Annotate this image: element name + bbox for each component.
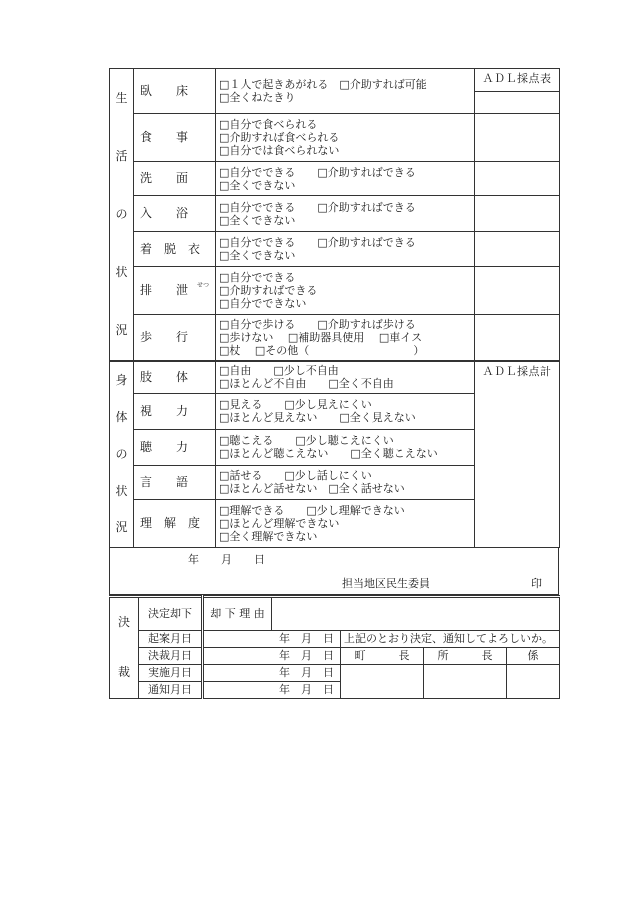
options-lying[interactable]: □１人で起きあがれる □介助すれば可能 □全くねたきり (216, 69, 475, 114)
approver-mayor-stamp[interactable] (341, 664, 424, 698)
options-washing[interactable]: □自分でできる □介助すればできる □全くできない (216, 162, 475, 196)
adl-score-cell[interactable] (475, 267, 560, 315)
row-label-bathing: 入 浴 (134, 196, 216, 232)
signature-cell (110, 547, 559, 594)
approver-staff-stamp[interactable] (507, 664, 560, 698)
adl-score-total: ＡＤＬ採点計 (475, 361, 560, 547)
options-dressing[interactable]: □自分でできる □介助すればできる □全くできない (216, 232, 475, 267)
furigana: せつ (196, 282, 209, 289)
options-bathing[interactable]: □自分でできる □介助すればできる □全くできない (216, 196, 475, 232)
approver-director-stamp[interactable] (424, 664, 507, 698)
row-label-speech: 言 語 (134, 465, 216, 499)
signature-section (109, 547, 559, 595)
adl-score-header: ＡＤＬ採点表 (475, 69, 560, 92)
row-label-hearing: 聴 力 (134, 429, 216, 465)
row-label-comprehension: 理 解 度 (134, 499, 216, 547)
approver-director-label: 所 長 (424, 647, 507, 664)
commissioner-label: 担当地区民生委員 (342, 576, 430, 590)
assessment-form (109, 68, 559, 699)
row-label-washing: 洗 面 (134, 162, 216, 196)
decision-category-label: 決 裁 (110, 596, 139, 698)
reject-reason-field[interactable] (272, 596, 560, 630)
adl-score-cell[interactable] (475, 114, 560, 162)
options-hearing[interactable]: □聴こえる □少し聴こえにくい □ほとんど聴こえない □全く聴こえない (216, 429, 475, 465)
date-label-implemented: 実施月日 (139, 664, 203, 681)
date-notified[interactable]: 年 月 日 (203, 681, 341, 698)
row-label-eating: 食 事 (134, 114, 216, 162)
decision-section (109, 595, 560, 699)
date-approved[interactable]: 年 月 日 (203, 647, 341, 664)
adl-score-cell[interactable] (475, 196, 560, 232)
life-status-section (109, 68, 560, 361)
row-label-excretion: 排 泄 せつ (134, 267, 216, 315)
body-status-section (109, 360, 560, 548)
row-label-walking: 歩 行 (134, 315, 216, 361)
adl-score-cell[interactable] (475, 315, 560, 361)
options-eating[interactable]: □自分で食べられる □介助すれば食べられる □自分では食べられない (216, 114, 475, 162)
options-excretion[interactable]: □自分でできる □介助すればできる □自分でできない (216, 267, 475, 315)
adl-score-cell[interactable] (475, 232, 560, 267)
options-vision[interactable]: □見える □少し見えにくい □ほとんど見えない □全く見えない (216, 393, 475, 429)
reject-reason-label: 却 下 理 由 (203, 596, 272, 630)
approver-staff-label: 係 (507, 647, 560, 664)
approver-mayor-label: 町 長 (341, 647, 424, 664)
approval-request-text: 上記のとおり決定、通知してよろしいか。 (341, 630, 560, 647)
date-label-approved: 決裁月日 (139, 647, 203, 664)
row-label-lying: 臥 床 (134, 69, 216, 114)
options-comprehension[interactable]: □理解できる □少し理解できない □ほとんど理解できない □全く理解できない (216, 499, 475, 547)
signature-date[interactable]: 年 月 日 (188, 552, 265, 566)
date-label-notified: 通知月日 (139, 681, 203, 698)
adl-score-cell[interactable] (475, 92, 560, 114)
options-walking[interactable]: □自分で歩ける □介助すれば歩ける □歩けない □補助器具使用 □車イス □杖 □その他（ ） (216, 315, 475, 361)
decision-reject-label: 決定却下 (139, 596, 203, 630)
date-drafted[interactable]: 年 月 日 (203, 630, 341, 647)
date-label-drafted: 起案月日 (139, 630, 203, 647)
row-label-limbs: 肢 体 (134, 361, 216, 393)
row-label-dressing: 着 脱 衣 (134, 232, 216, 267)
body-category-label: 身 体 の 状 況 (110, 361, 134, 547)
date-implemented[interactable]: 年 月 日 (203, 664, 341, 681)
adl-score-cell[interactable] (475, 162, 560, 196)
life-category-label: 生 活 の 状 況 (110, 69, 134, 361)
seal-label: 印 (531, 576, 542, 590)
row-label-vision: 視 力 (134, 393, 216, 429)
options-speech[interactable]: □話せる □少し話しにくい □ほとんど話せない □全く話せない (216, 465, 475, 499)
options-limbs[interactable]: □自由 □少し不自由 □ほとんど不自由 □全く不自由 (216, 361, 475, 393)
